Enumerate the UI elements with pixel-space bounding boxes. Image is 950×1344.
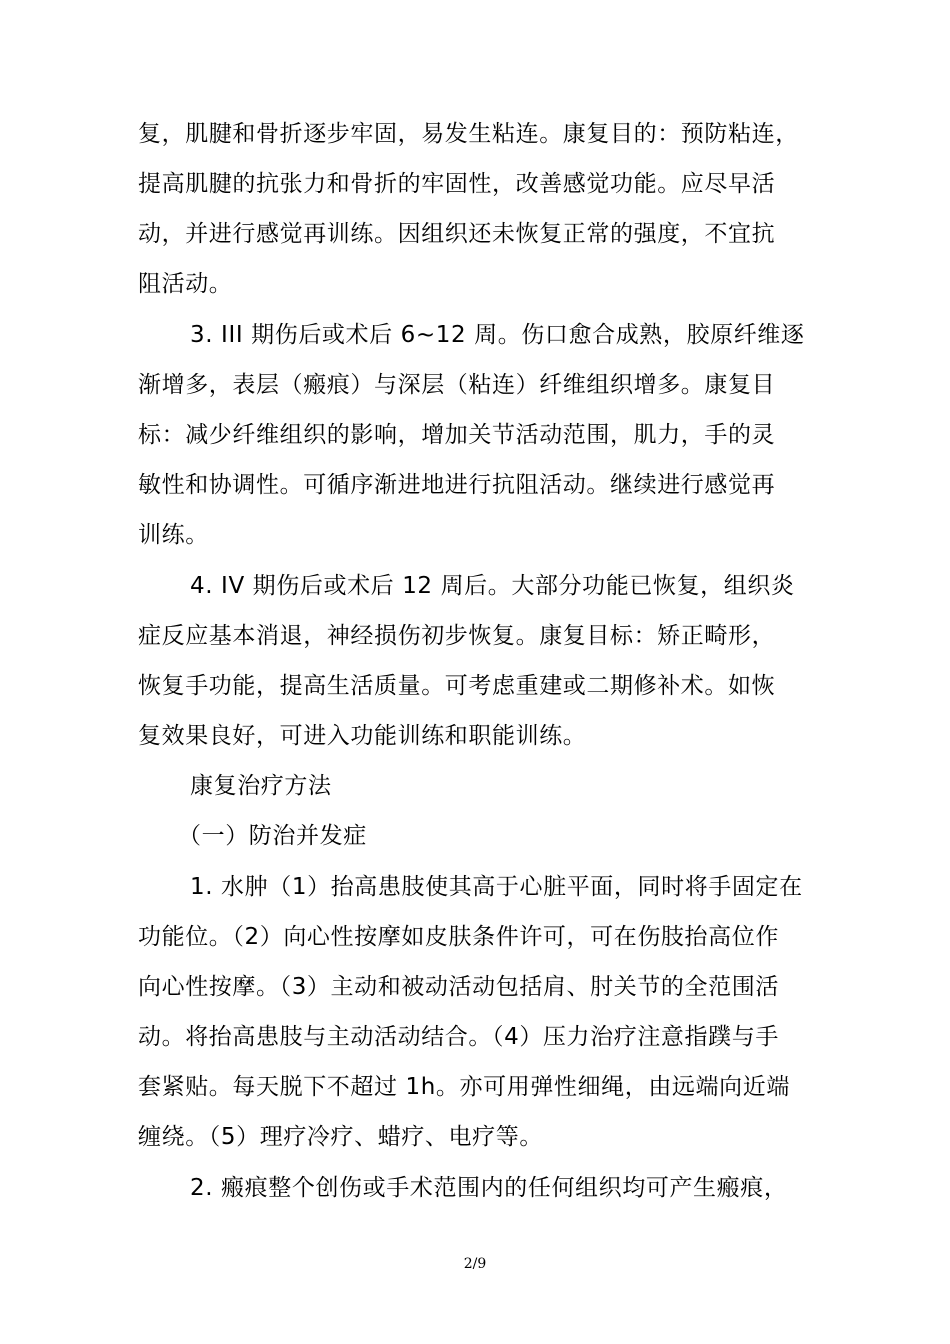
text-line: 动。将抬高患肢与主动活动结合。（4）压力治疗注意指蹼与手 [138, 1024, 779, 1050]
text-line: 套紧贴。每天脱下不超过 1h。亦可用弹性细绳，由远端向近端 [138, 1074, 790, 1100]
text-line: 恢复手功能，提高生活质量。可考虑重建或二期修补术。如恢 [138, 673, 776, 699]
text-line: 复，肌腱和骨折逐步牢固，易发生粘连。康复目的：预防粘连， [138, 121, 799, 147]
list-item-1: 1. 水肿（1）抬高患肢使其高于心脏平面，同时将手固定在 [190, 874, 803, 900]
text-line: 动，并进行感觉再训练。因组织还未恢复正常的强度，不宜抗 [138, 221, 776, 247]
page-number: 2/9 [463, 1256, 487, 1272]
section-heading: 康复治疗方法 [190, 773, 332, 799]
list-item-3: 3. III 期伤后或术后 6~12 周。伤口愈合成熟，胶原纤维逐 [190, 322, 805, 348]
list-item-2: 2. 瘢痕整个创伤或手术范围内的任何组织均可产生瘢痕， [190, 1175, 788, 1201]
text-line: 渐增多，表层（瘢痕）与深层（粘连）纤维组织增多。康复目 [138, 372, 776, 398]
text-line: 阻活动。 [138, 271, 233, 297]
subsection-heading: （一）防治并发症 [178, 823, 367, 849]
text-line: 提高肌腱的抗张力和骨折的牢固性，改善感觉功能。应尽早活 [138, 171, 776, 197]
text-line: 复效果良好，可进入功能训练和职能训练。 [138, 723, 587, 749]
text-line: 功能位。（2）向心性按摩如皮肤条件许可，可在伤肢抬高位作 [138, 924, 779, 950]
text-line: 敏性和协调性。可循序渐进地进行抗阻活动。继续进行感觉再 [138, 472, 776, 498]
text-line: 标：减少纤维组织的影响，增加关节活动范围，肌力，手的灵 [138, 422, 776, 448]
text-line: 症反应基本消退，神经损伤初步恢复。康复目标：矫正畸形， [138, 623, 776, 649]
text-line: 向心性按摩。（3）主动和被动活动包括肩、肘关节的全范围活 [138, 974, 779, 1000]
list-item-4: 4. IV 期伤后或术后 12 周后。大部分功能已恢复，组织炎 [190, 573, 795, 599]
text-line: 训练。 [138, 522, 209, 548]
text-line: 缠绕。（5）理疗冷疗、蜡疗、电疗等。 [138, 1124, 543, 1150]
